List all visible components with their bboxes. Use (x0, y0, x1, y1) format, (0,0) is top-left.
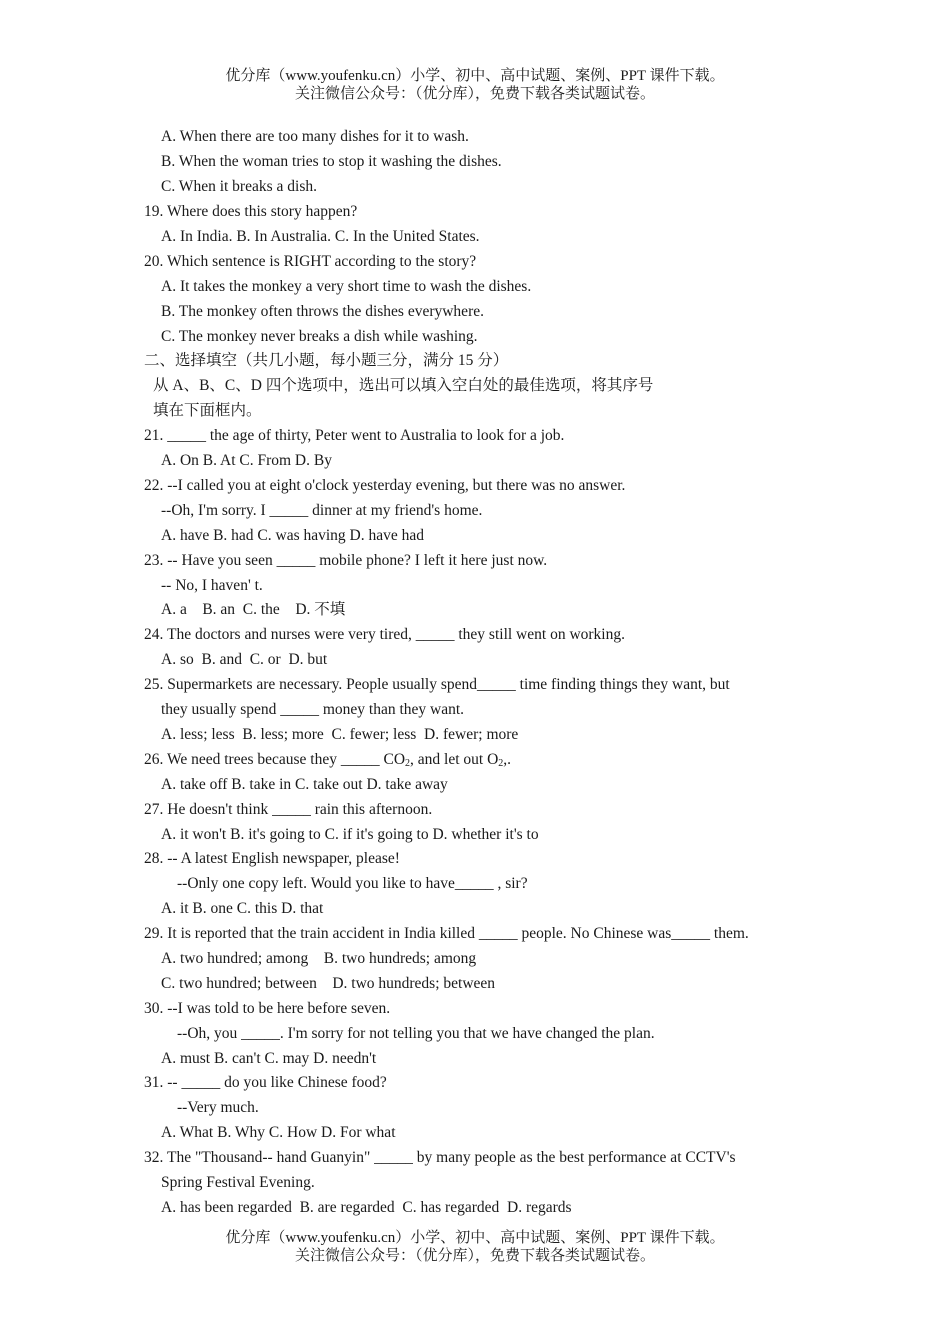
q22-options: A. have B. had C. was having D. have had (161, 527, 425, 544)
section-2-instruction-2: 填在下面框内。 (153, 402, 262, 419)
footer-line-2: 关注微信公众号：（优分库），免费下载各类试题试卷。 (294, 1248, 655, 1264)
q29-question: 29. It is reported that the train accident in India killed _____ people. No Chinese was_____ them. (144, 925, 749, 942)
q20-option-c: C. The monkey never breaks a dish while washing. (161, 328, 478, 345)
q30-options: A. must B. can't C. may D. needn't (161, 1050, 377, 1067)
footer-line-1: 优分库（www.youfenku.cn）小学、初中、高中试题、案例、PPT 课件下载。 (225, 1230, 725, 1246)
q31-question: 31. -- _____ do you like Chinese food? (144, 1074, 387, 1091)
section-2-heading: 二、选择填空（共几小题，每小题三分，满分 15 分） (144, 352, 509, 369)
q25-question: 25. Supermarkets are necessary. People usually spend_____ time finding things they want, but (144, 676, 730, 693)
q19-options: A. In India. B. In Australia. C. In the United States. (161, 228, 480, 245)
page-header (0, 67, 950, 103)
q23-options: A. a B. an C. the D. 不填 (161, 601, 346, 618)
q22-response: --Oh, I'm sorry. I _____ dinner at my friend's home. (161, 502, 483, 519)
q28-options: A. it B. one C. this D. that (161, 900, 324, 917)
section-2-instruction-1: 从 A、B、C、D 四个选项中，选出可以填入空白处的最佳选项，将其序号 (153, 377, 654, 394)
q21-options: A. On B. At C. From D. By (161, 452, 332, 469)
q24-options: A. so B. and C. or D. but (161, 651, 328, 668)
q29-options-cd: C. two hundred; between D. two hundreds; between (161, 975, 496, 992)
q21-question: 21. _____ the age of thirty, Peter went to Australia to look for a job. (144, 427, 565, 444)
q26-question (144, 747, 511, 772)
header-line-2: 关注微信公众号：（优分库），免费下载各类试题试卷。 (294, 86, 655, 102)
page-footer (0, 1229, 950, 1265)
q27-options: A. it won't B. it's going to C. if it's going to D. whether it's to (161, 826, 539, 843)
q26-text-2: , and let out O (410, 751, 499, 768)
q25-options: A. less; less B. less; more C. fewer; less D. fewer; more (161, 726, 519, 743)
q28-question: 28. -- A latest English newspaper, please! (144, 850, 400, 867)
q25-question-cont: they usually spend _____ money than they want. (161, 701, 465, 718)
q18-option-c: C. When it breaks a dish. (161, 178, 317, 195)
q26-subscript-2: 2 (498, 758, 504, 769)
q28-response: --Only one copy left. Would you like to have_____ , sir? (177, 875, 528, 892)
q20-question: 20. Which sentence is RIGHT according to the story? (144, 253, 477, 270)
q24-question: 24. The doctors and nurses were very tired, _____ they still went on working. (144, 626, 625, 643)
q18-option-b: B. When the woman tries to stop it washing the dishes. (161, 153, 502, 170)
q31-response: --Very much. (177, 1099, 259, 1116)
q26-text-1: 26. We need trees because they _____ CO (144, 751, 406, 768)
q26-options: A. take off B. take in C. take out D. take away (161, 776, 448, 793)
q32-options: A. has been regarded B. are regarded C. has regarded D. regards (161, 1199, 572, 1216)
q32-question: 32. The "Thousand-- hand Guanyin" _____ by many people as the best performance at CCTV's (144, 1149, 736, 1166)
q18-option-a: A. When there are too many dishes for it to wash. (161, 128, 469, 145)
q23-response: -- No, I haven' t. (161, 577, 263, 594)
q32-question-cont: Spring Festival Evening. (161, 1174, 315, 1191)
q31-options: A. What B. Why C. How D. For what (161, 1124, 396, 1141)
q27-question: 27. He doesn't think _____ rain this afternoon. (144, 801, 433, 818)
q30-question: 30. --I was told to be here before seven. (144, 1000, 391, 1017)
q29-options-ab: A. two hundred; among B. two hundreds; among (161, 950, 477, 967)
q20-option-b: B. The monkey often throws the dishes everywhere. (161, 303, 484, 320)
q19-question: 19. Where does this story happen? (144, 203, 358, 220)
q30-response: --Oh, you _____. I'm sorry for not telling you that we have changed the plan. (177, 1025, 655, 1042)
q20-option-a: A. It takes the monkey a very short time to wash the dishes. (161, 278, 532, 295)
q26-subscript-1: 2 (405, 758, 411, 769)
q26-text-3: ,. (503, 751, 512, 768)
header-line-1: 优分库（www.youfenku.cn）小学、初中、高中试题、案例、PPT 课件下载。 (225, 68, 725, 84)
q22-question: 22. --I called you at eight o'clock yesterday evening, but there was no answer. (144, 477, 626, 494)
q23-question: 23. -- Have you seen _____ mobile phone? I left it here just now. (144, 552, 548, 569)
